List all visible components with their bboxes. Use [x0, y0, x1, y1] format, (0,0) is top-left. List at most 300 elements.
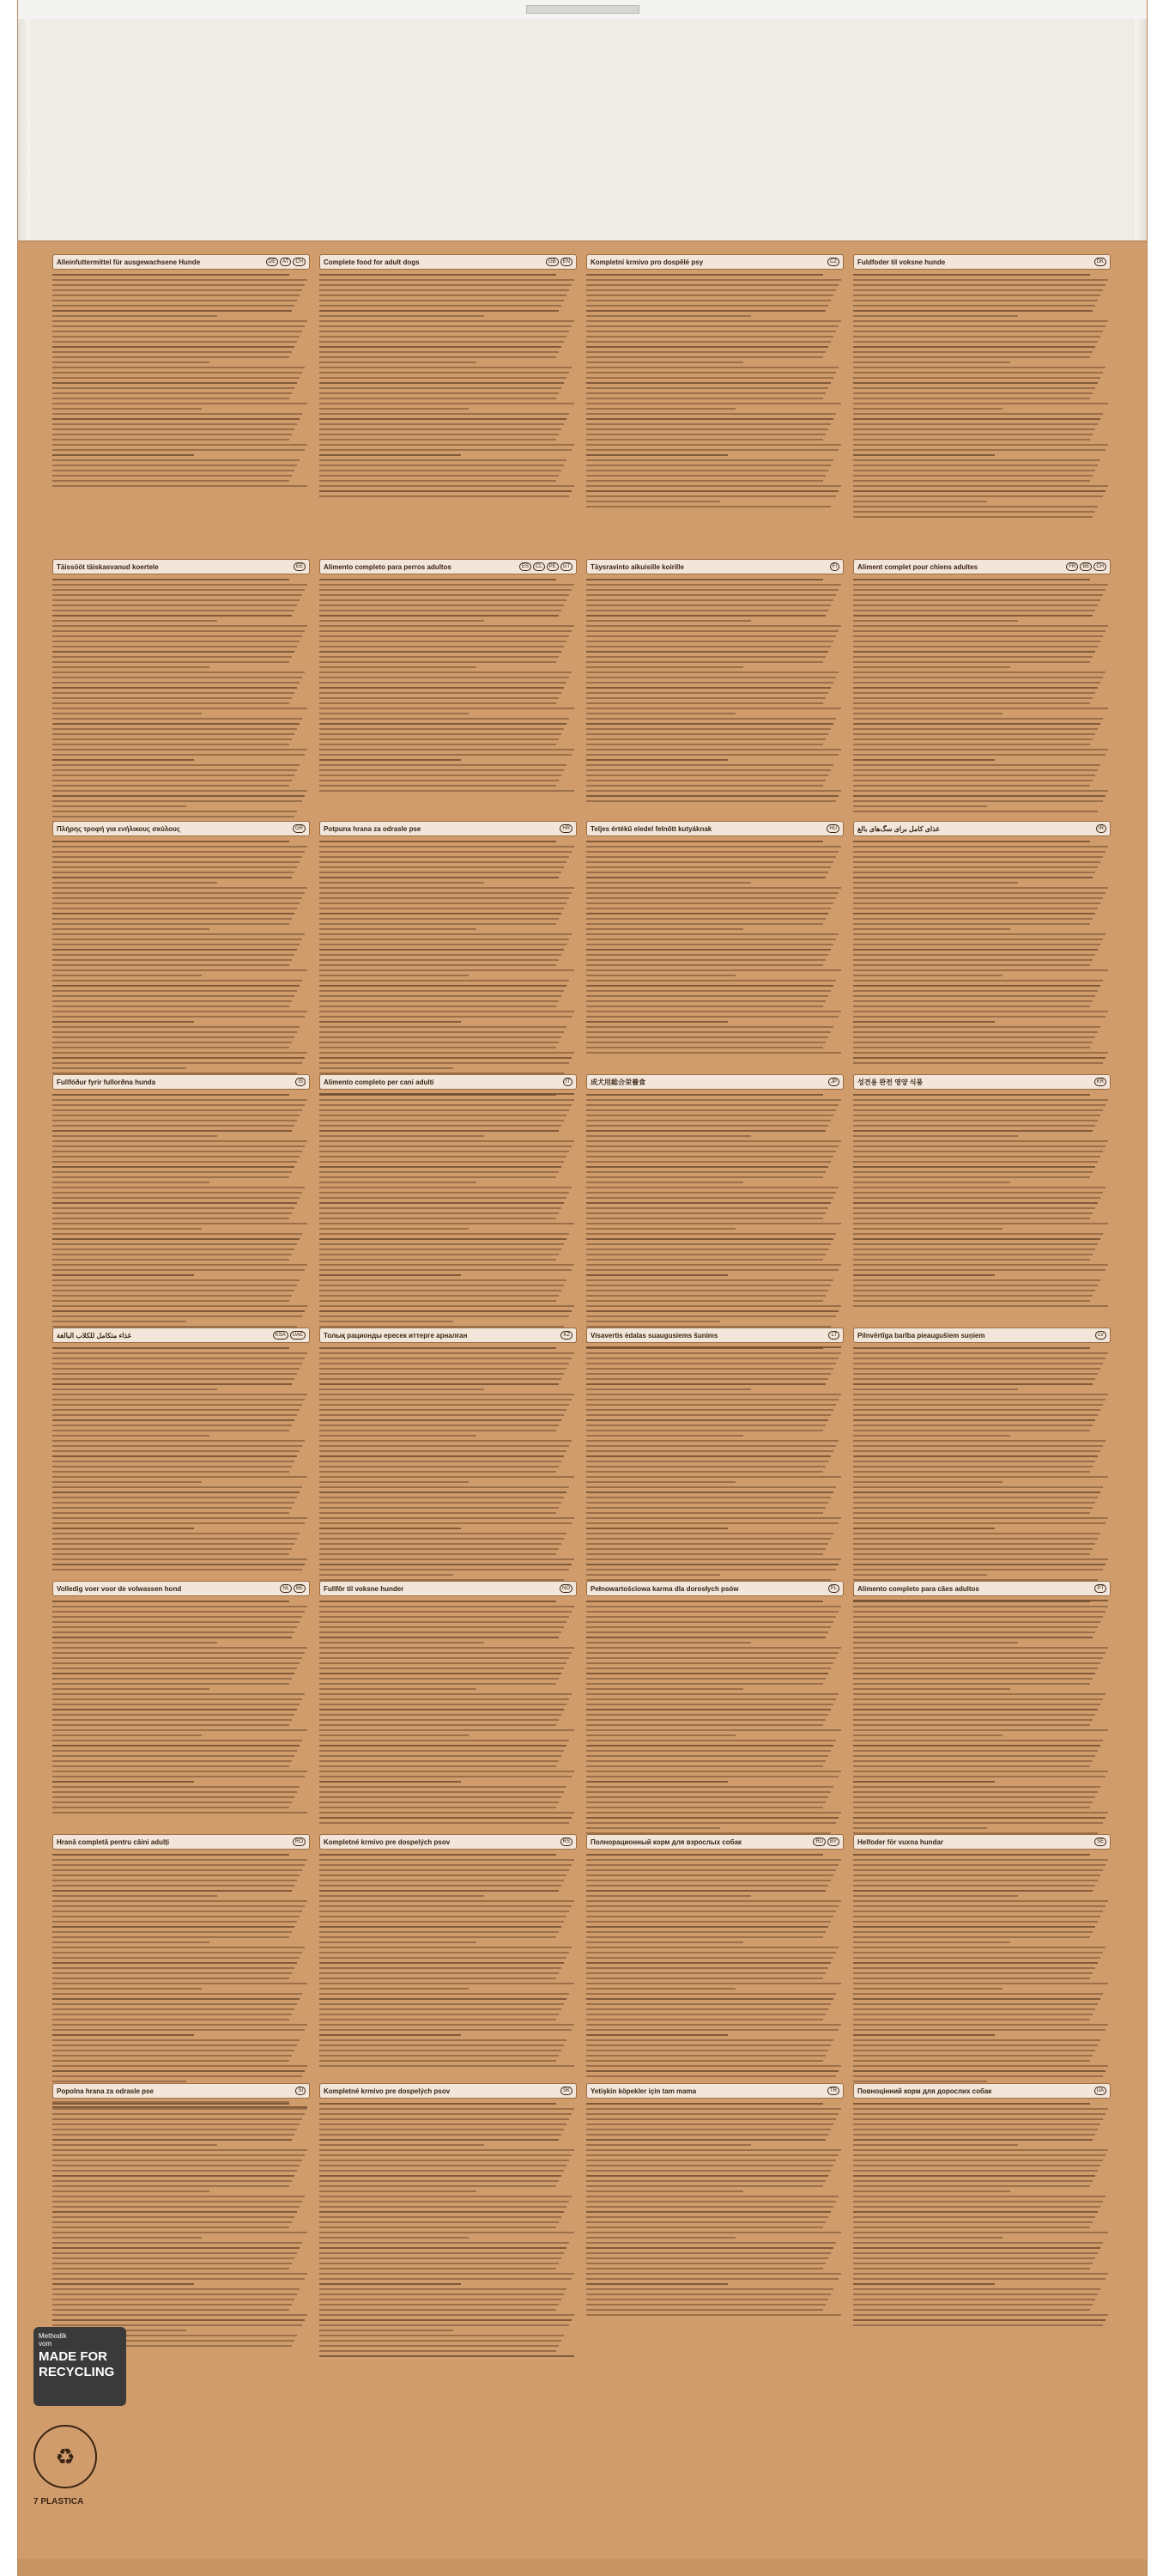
- text-line: [586, 1358, 839, 1359]
- text-line: [586, 1394, 841, 1395]
- text-line: [586, 331, 836, 332]
- text-line: [853, 1760, 1093, 1762]
- text-line: [319, 1486, 569, 1488]
- text-line: [853, 666, 1010, 668]
- text-line: [586, 861, 833, 863]
- text-line: [586, 754, 839, 756]
- text-line: [52, 1533, 300, 1534]
- text-line: [52, 687, 297, 689]
- language-panel: [853, 254, 1111, 521]
- text-line: [853, 1021, 995, 1023]
- text-line: [52, 1269, 305, 1271]
- text-line: [853, 738, 1093, 740]
- text-line: [586, 1352, 841, 1354]
- text-line: [586, 341, 831, 343]
- text-line: [586, 928, 743, 930]
- text-line: [853, 939, 1103, 940]
- text-line: [319, 646, 564, 647]
- text-line: [853, 2185, 1090, 2187]
- text-line: [319, 1916, 566, 1917]
- text-line: [52, 1130, 292, 1132]
- panel-title: Fullfóður fyrir fullorðna hunda: [57, 1078, 156, 1086]
- text-line: [853, 2304, 1093, 2306]
- country-code-badge: KSA: [273, 1331, 288, 1340]
- text-line: [319, 1368, 566, 1370]
- text-line: [853, 754, 1105, 756]
- text-line: [853, 661, 1090, 663]
- text-line: [853, 1890, 1093, 1892]
- text-line: [52, 985, 300, 987]
- text-line: [319, 1507, 559, 1509]
- panel-title: Kompletné krmivo pre dospelých psov: [324, 2087, 451, 2095]
- panel-header: [52, 1074, 310, 1090]
- text-line: [52, 2237, 202, 2239]
- text-line: [853, 1765, 1090, 1767]
- text-line: [586, 933, 839, 935]
- text-line: [586, 2201, 836, 2202]
- text-line: [586, 1874, 833, 1876]
- text-line: [586, 1626, 831, 1628]
- text-line: [853, 949, 1098, 951]
- text-line: [853, 1192, 1103, 1194]
- text-line: [586, 2304, 826, 2306]
- text-line: [52, 1445, 302, 1447]
- text-line: [52, 1461, 294, 1462]
- text-line: [853, 656, 1093, 658]
- panel-text-block: [319, 274, 577, 497]
- text-line: [586, 908, 831, 909]
- text-line: [319, 1548, 559, 1550]
- text-line: [853, 361, 1010, 363]
- panel-text-block: [586, 1347, 844, 1591]
- text-line: [586, 1207, 828, 1209]
- text-line: [586, 2237, 736, 2239]
- text-line: [319, 454, 461, 456]
- text-line: [52, 1047, 289, 1048]
- country-code-badge: CH: [1093, 562, 1106, 571]
- text-line: [319, 866, 564, 868]
- bottom-markings: [33, 2327, 145, 2506]
- text-line: [52, 1000, 292, 1002]
- text-line: [853, 1005, 1090, 1007]
- text-line: [319, 995, 561, 997]
- text-line: [52, 1466, 292, 1467]
- text-line: [52, 918, 292, 920]
- text-line: [853, 1662, 1100, 1664]
- text-line: [52, 2008, 294, 2010]
- panel-text-block: [52, 841, 310, 1084]
- text-line: [319, 1094, 556, 1096]
- text-line: [319, 856, 569, 858]
- text-line: [586, 646, 831, 647]
- text-line: [586, 841, 823, 842]
- text-line: [586, 1455, 831, 1457]
- text-line: [853, 2118, 1103, 2120]
- text-line: [853, 687, 1098, 689]
- text-line: [319, 1978, 556, 1979]
- text-line: [853, 1822, 1103, 1824]
- text-line: [52, 913, 294, 914]
- text-line: [319, 403, 574, 404]
- text-line: [853, 846, 1108, 848]
- panel-text-block: [52, 1347, 310, 1571]
- text-line: [586, 1145, 839, 1147]
- panel-title: Pełnowartościowa karma dla dorosłych psów: [591, 1584, 739, 1593]
- text-line: [586, 1574, 720, 1576]
- text-line: [586, 1238, 833, 1240]
- text-line: [319, 1673, 561, 1674]
- text-line: [586, 1704, 833, 1705]
- text-line: [52, 851, 305, 853]
- text-line: [853, 1812, 1108, 1814]
- text-line: [319, 1911, 569, 1912]
- text-line: [319, 605, 564, 606]
- text-line: [319, 2024, 574, 2026]
- text-line: [853, 1801, 1093, 1803]
- country-code-badge: BY: [827, 1838, 839, 1846]
- panel-text-block: [52, 1094, 310, 1327]
- text-line: [52, 2263, 292, 2264]
- text-line: [52, 1197, 300, 1199]
- text-line: [586, 1130, 826, 1132]
- text-line: [853, 1238, 1100, 1240]
- text-line: [319, 413, 569, 415]
- panel-text-block: [586, 274, 844, 507]
- text-line: [853, 625, 1108, 627]
- text-line: [319, 697, 559, 699]
- text-line: [853, 980, 1103, 981]
- text-line: [52, 418, 300, 420]
- text-line: [319, 2065, 574, 2067]
- text-line: [52, 1228, 202, 1230]
- text-line: [319, 918, 559, 920]
- text-line: [586, 1026, 833, 1028]
- country-code-badge: CL: [533, 562, 545, 571]
- text-line: [52, 790, 307, 792]
- text-line: [52, 902, 300, 904]
- text-line: [319, 2129, 564, 2130]
- text-line: [853, 1941, 1010, 1943]
- text-line: [52, 630, 305, 632]
- text-line: [319, 449, 572, 451]
- text-line: [853, 2154, 1105, 2156]
- text-line: [319, 1378, 561, 1380]
- language-panel: [52, 1581, 310, 1817]
- text-line: [853, 1011, 1108, 1012]
- text-line: [319, 1637, 559, 1638]
- text-line: [586, 2196, 839, 2197]
- text-line: [319, 1497, 564, 1498]
- language-panel: [586, 1327, 844, 1595]
- text-line: [52, 1388, 217, 1390]
- text-line: [853, 2196, 1105, 2197]
- text-line: [52, 975, 202, 976]
- text-line: [319, 682, 566, 683]
- text-line: [52, 2154, 305, 2156]
- country-code-badge: RO: [293, 1838, 306, 1846]
- language-panel: [586, 821, 844, 1057]
- text-line: [586, 790, 841, 792]
- text-line: [52, 289, 302, 291]
- text-line: [853, 2288, 1100, 2290]
- text-line: [52, 1120, 297, 1121]
- panel-header: [586, 821, 844, 836]
- text-line: [586, 434, 826, 435]
- text-line: [586, 1750, 831, 1752]
- text-line: [586, 1223, 841, 1224]
- text-line: [586, 1988, 736, 1990]
- text-line: [586, 656, 826, 658]
- text-line: [853, 1601, 1090, 1602]
- text-line: [586, 1807, 823, 1808]
- text-line: [586, 785, 823, 787]
- text-line: [52, 1094, 289, 1096]
- text-line: [319, 2108, 574, 2110]
- text-line: [586, 738, 826, 740]
- text-line: [319, 1895, 484, 1897]
- text-line: [586, 465, 831, 466]
- text-line: [853, 1358, 1105, 1359]
- text-line: [52, 954, 294, 956]
- country-code-badge: AT: [280, 258, 291, 266]
- text-line: [52, 1430, 289, 1431]
- text-line: [853, 1047, 1090, 1048]
- text-line: [586, 320, 841, 322]
- text-line: [853, 1988, 1002, 1990]
- text-line: [586, 1269, 839, 1271]
- text-line: [853, 490, 1105, 492]
- country-code-badge: GR: [293, 824, 306, 833]
- text-line: [319, 1869, 569, 1871]
- text-line: [52, 2065, 307, 2067]
- panel-title: Potpuna hrana za odrasle pse: [324, 824, 421, 833]
- text-line: [52, 1062, 302, 1064]
- text-line: [586, 846, 841, 848]
- language-panel: [853, 821, 1111, 1067]
- text-line: [319, 759, 461, 761]
- text-line: [586, 2070, 839, 2072]
- text-line: [52, 295, 300, 296]
- text-line: [586, 2288, 833, 2290]
- text-line: [319, 1352, 574, 1354]
- text-line: [52, 1187, 305, 1188]
- text-line: [319, 1533, 566, 1534]
- text-line: [52, 480, 289, 482]
- text-line: [853, 1817, 1105, 1819]
- text-line: [52, 1310, 305, 1312]
- text-line: [52, 1611, 305, 1613]
- text-line: [52, 1781, 194, 1783]
- panel-title: Alimento completo per cani adulti: [324, 1078, 434, 1086]
- text-line: [319, 2299, 561, 2300]
- text-line: [853, 1724, 1090, 1726]
- country-code-badge: BE: [1080, 562, 1092, 571]
- text-line: [853, 1161, 1098, 1163]
- country-code-badge: KZ: [560, 1331, 572, 1340]
- country-code-badge: HR: [560, 824, 572, 833]
- text-line: [52, 939, 302, 940]
- country-code-badge: RS: [560, 1838, 572, 1846]
- text-line: [586, 702, 823, 704]
- text-line: [52, 620, 217, 622]
- country-codes: [560, 1584, 572, 1593]
- text-line: [853, 913, 1095, 914]
- text-line: [319, 656, 559, 658]
- country-code-badge: PT: [1094, 1584, 1106, 1593]
- made-for-recycling-logo: [33, 2327, 126, 2406]
- text-line: [853, 1983, 1108, 1984]
- text-line: [586, 1264, 841, 1266]
- text-line: [319, 1905, 572, 1907]
- text-line: [52, 2055, 292, 2057]
- text-line: [586, 398, 823, 399]
- text-line: [319, 1243, 564, 1245]
- text-line: [586, 718, 836, 720]
- text-line: [319, 490, 572, 492]
- text-line: [586, 295, 833, 296]
- country-code-badge: GT: [560, 562, 572, 571]
- text-line: [319, 2160, 569, 2161]
- text-line: [319, 2170, 564, 2172]
- text-line: [853, 1223, 1108, 1224]
- country-code-badge: FI: [830, 562, 839, 571]
- text-line: [319, 723, 566, 725]
- text-line: [319, 846, 574, 848]
- text-line: [52, 377, 300, 379]
- country-codes: [1094, 258, 1106, 266]
- text-line: [319, 1125, 561, 1127]
- country-codes: [828, 1078, 839, 1086]
- text-line: [586, 1445, 836, 1447]
- country-codes: [560, 1331, 572, 1340]
- text-line: [52, 2319, 305, 2321]
- text-line: [853, 1156, 1100, 1157]
- text-line: [319, 1207, 561, 1209]
- text-line: [52, 666, 209, 668]
- language-panel: [52, 254, 310, 490]
- text-line: [52, 579, 289, 580]
- text-line: [52, 1864, 305, 1866]
- text-line: [52, 1238, 300, 1240]
- text-line: [319, 1011, 574, 1012]
- text-line: [52, 1978, 289, 1979]
- text-line: [586, 1998, 833, 2000]
- text-line: [853, 2324, 1103, 2326]
- top-blank-panel: [18, 19, 1147, 242]
- text-line: [52, 897, 302, 899]
- text-line: [586, 2268, 823, 2269]
- text-line: [586, 444, 841, 446]
- text-line: [853, 1290, 1095, 1291]
- text-line: [319, 1021, 461, 1023]
- text-line: [586, 1218, 823, 1219]
- text-line: [52, 713, 202, 714]
- text-line: [853, 2206, 1100, 2208]
- text-line: [586, 1450, 833, 1452]
- right-fold: [1135, 19, 1147, 240]
- text-line: [52, 403, 307, 404]
- text-line: [52, 2070, 305, 2072]
- text-line: [853, 1197, 1100, 1199]
- text-line: [319, 2263, 559, 2264]
- text-line: [853, 1642, 1018, 1643]
- text-line: [319, 382, 564, 384]
- text-line: [853, 1683, 1090, 1685]
- text-line: [853, 1363, 1103, 1364]
- text-line: [319, 367, 572, 368]
- text-line: [319, 1719, 559, 1721]
- text-line: [586, 1052, 841, 1054]
- text-line: [853, 1538, 1098, 1540]
- text-line: [52, 1404, 302, 1406]
- text-line: [52, 356, 289, 358]
- text-line: [319, 1052, 574, 1054]
- text-line: [853, 1109, 1103, 1111]
- text-line: [52, 846, 307, 848]
- text-line: [853, 1243, 1098, 1245]
- text-line: [319, 610, 561, 611]
- text-line: [586, 2113, 839, 2115]
- text-line: [319, 764, 566, 766]
- text-line: [319, 2227, 556, 2228]
- text-line: [319, 1450, 566, 1452]
- text-line: [319, 2232, 574, 2233]
- text-line: [319, 790, 574, 792]
- text-line: [319, 1812, 574, 1814]
- text-line: [853, 2060, 1090, 2062]
- country-codes: [830, 562, 839, 571]
- text-line: [853, 1637, 1093, 1638]
- text-line: [52, 1254, 292, 1255]
- text-line: [853, 1698, 1103, 1700]
- country-codes: [828, 1331, 839, 1340]
- text-line: [853, 289, 1103, 291]
- text-line: [586, 1957, 833, 1959]
- text-line: [586, 1564, 839, 1565]
- text-line: [586, 610, 828, 611]
- text-line: [52, 2014, 292, 2015]
- dog-food-bag: [17, 0, 1148, 2576]
- text-line: [52, 2024, 307, 2026]
- text-line: [853, 1827, 987, 1829]
- text-line: [52, 367, 305, 368]
- text-line: [853, 2319, 1105, 2321]
- text-line: [52, 990, 297, 992]
- seal-mark: [526, 5, 639, 14]
- text-line: [586, 1000, 826, 1002]
- text-line: [319, 2288, 566, 2290]
- text-line: [52, 2029, 305, 2031]
- text-line: [319, 1900, 574, 1902]
- text-line: [853, 1507, 1093, 1509]
- text-line: [52, 449, 305, 451]
- text-line: [586, 382, 831, 384]
- text-line: [853, 2237, 1002, 2239]
- text-line: [586, 2008, 828, 2010]
- text-line: [586, 1414, 831, 1416]
- text-line: [52, 2144, 217, 2146]
- text-line: [52, 1481, 202, 1483]
- text-line: [52, 1569, 302, 1571]
- text-line: [319, 2196, 572, 2197]
- text-line: [853, 718, 1103, 720]
- text-line: [52, 738, 292, 740]
- text-line: [52, 1507, 292, 1509]
- text-line: [853, 1120, 1098, 1121]
- text-line: [52, 1874, 300, 1876]
- text-line: [52, 1553, 289, 1555]
- text-line: [319, 2175, 561, 2177]
